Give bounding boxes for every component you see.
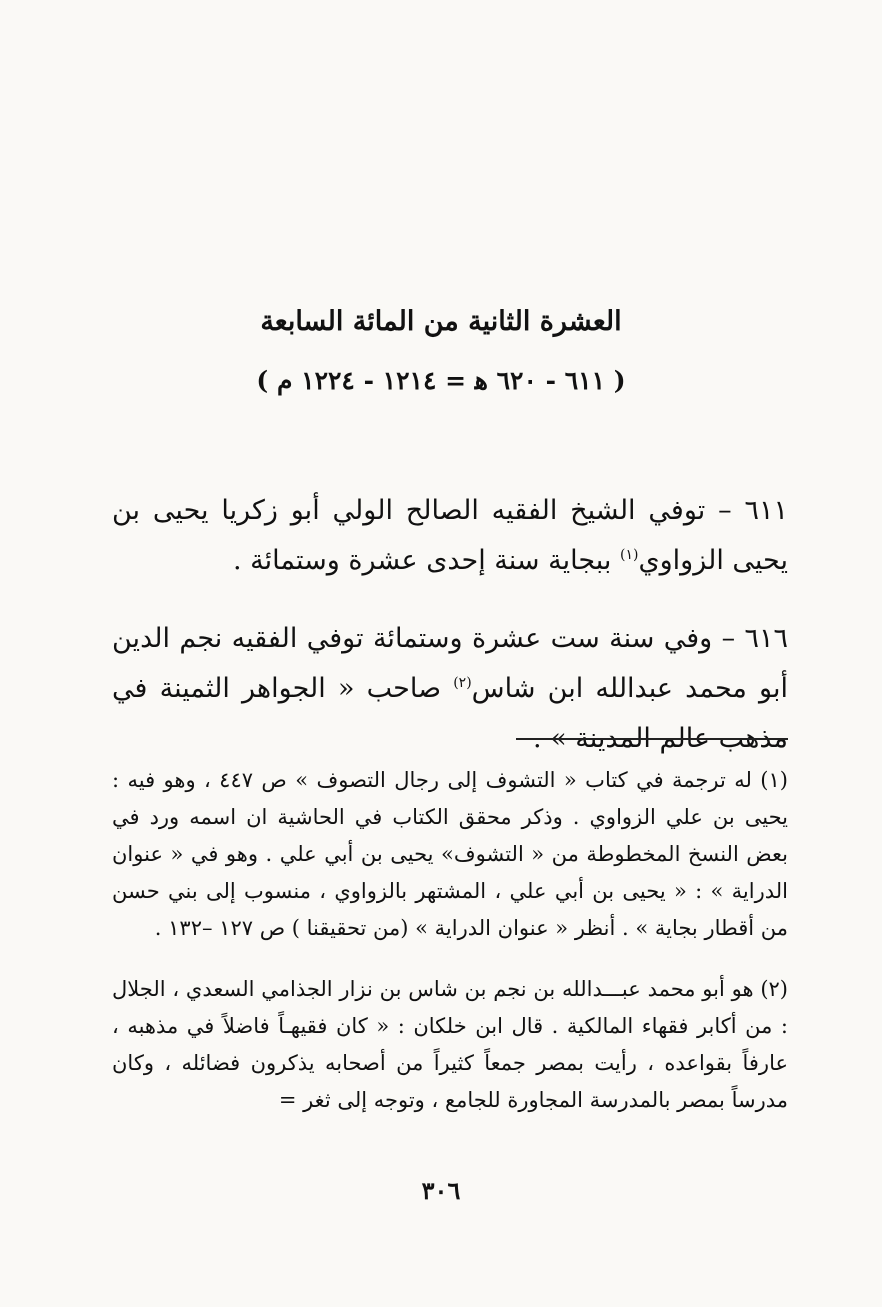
entry-text: ٦١١ – توفي الشيخ الفقيه الصالح الولي أبو زكريا يحيى بن يحيى الزواوي [112, 495, 788, 576]
entries-body [112, 486, 788, 764]
section-heading [0, 300, 882, 402]
entry-text-continued: صاحب « الجواهر الثمينة في مذهب عالم المدينة » . [112, 673, 788, 754]
footnote-ref-2: (٢) [453, 675, 472, 691]
footnote-1: (١) له ترجمة في كتاب « التشوف إلى رجال التصوف » ص ٤٤٧ ، وهو فيه : يحيى بن علي الزواوي . وذكر محقق الكتاب في الحاشية ان اسمه ورد في بعض النسخ المخطوطة من « التشوف» يحيى بن أبي علي . وهو في « عنوان الدراية » : « يحيى بن أبي علي ، المشتهر بالزواوي ، منسوب إلى بني حسن من أقطار بجاية » . أنظر « عنوان الدراية » (من تحقيقنا ) ص ١٢٧ –١٣٢ . [112, 768, 788, 940]
entry-text: ٦١٦ – وفي سنة ست عشرة وستمائة توفي الفقيه نجم الدين أبو محمد عبدالله ابن شاس [112, 623, 788, 704]
entry-616 [112, 614, 788, 764]
footnotes [112, 762, 788, 1119]
footnote-2: (٢) هو أبو محمد عبـــدالله بن نجم بن شاس بن نزار الجذامي السعدي ، الجلال : من أكابر فقهاء المالكية . قال ابن خلكان : « كان فقيهـاً فاضلاً في مذهبه ، عارفاً بقواعده ، رأيت بمصر جمعاً كثيراً من أصحابه يذكرون فضائله ، وكان مدرساً بمصر بالمدرسة المجاورة للجامع ، وتوجه إلى ثغر = [112, 977, 788, 1112]
heading-title: العشرة الثانية من المائة السابعة [260, 306, 622, 337]
footnote-separator [516, 738, 788, 740]
page-number: ٣٠٦ [421, 1176, 461, 1205]
footnote-ref-1: (١) [620, 547, 639, 563]
heading-date-range: ( ٦١١ - ٦٢٠ ﻫ = ١٢١٤ - ١٢٢٤ م ) [256, 366, 626, 395]
entry-611 [112, 486, 788, 586]
entry-text-continued: ببجاية سنة إحدى عشرة وستمائة . [233, 545, 621, 576]
